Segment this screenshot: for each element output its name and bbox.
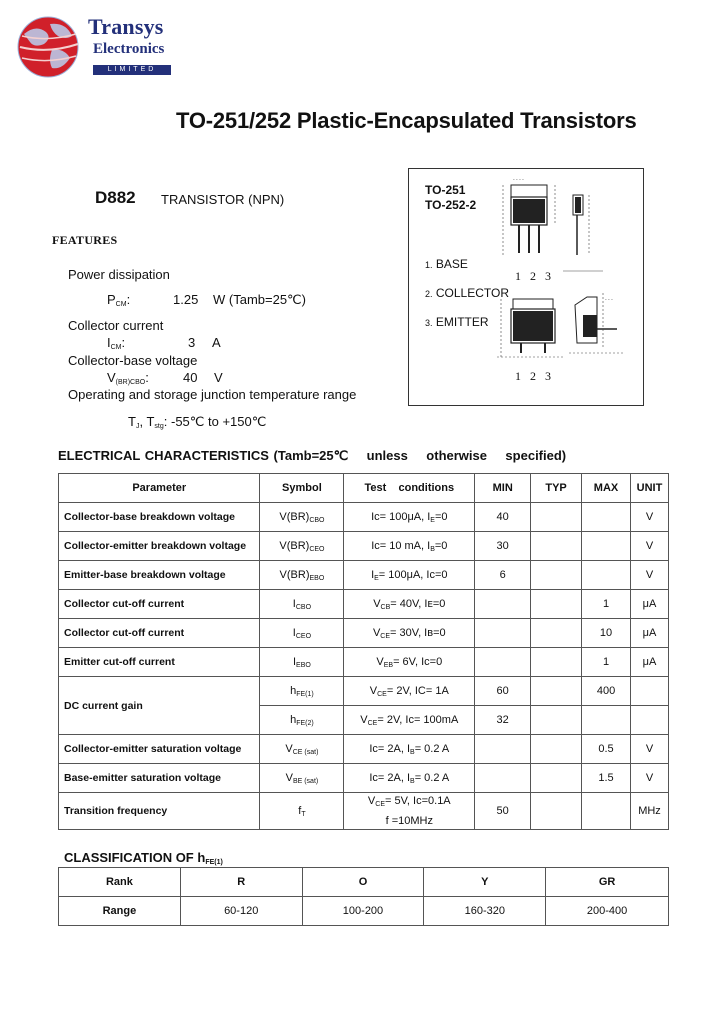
header-symbol: Symbol bbox=[260, 474, 344, 503]
rank-cell: Y bbox=[424, 868, 546, 897]
collector-current-label: Collector current bbox=[68, 318, 164, 333]
unit-cell: μA bbox=[630, 590, 668, 619]
max-cell bbox=[582, 706, 631, 735]
symbol-cell: hFE(1) bbox=[260, 677, 344, 706]
symbol-cell: V(BR)EBO bbox=[260, 561, 344, 590]
header-max: MAX bbox=[582, 474, 631, 503]
svg-text:- - - -: - - - - bbox=[513, 177, 524, 183]
vcbo-value: 40 bbox=[183, 370, 198, 385]
range-cell: 100-200 bbox=[302, 897, 424, 926]
typ-cell bbox=[531, 532, 582, 561]
typ-cell bbox=[531, 677, 582, 706]
pcm-symbol: $P_{CM}$: bbox=[107, 292, 131, 308]
icm-symbol: $I_{CM}$: bbox=[107, 335, 126, 351]
globe-logo-icon bbox=[16, 14, 84, 80]
max-cell: 10 bbox=[582, 619, 631, 648]
typ-cell bbox=[531, 764, 582, 793]
symbol-cell: ICEO bbox=[260, 619, 344, 648]
unit-cell bbox=[630, 706, 668, 735]
condition-cell: Ic= 100μA, IE=0 bbox=[344, 503, 475, 532]
table-row bbox=[59, 532, 669, 561]
min-cell bbox=[475, 735, 531, 764]
typ-cell bbox=[531, 735, 582, 764]
rank-cell: O bbox=[302, 868, 424, 897]
header-min: MIN bbox=[475, 474, 531, 503]
condition-cell: Ic= 10 mA, IB=0 bbox=[344, 532, 475, 561]
header-unit: UNIT bbox=[630, 474, 668, 503]
brand-subtitle: Electronics bbox=[93, 41, 165, 57]
symbol-cell: ICBO bbox=[260, 590, 344, 619]
param-cell: Collector-base breakdown voltage bbox=[59, 503, 260, 532]
table-row bbox=[59, 503, 669, 532]
param-cell: Emitter-base breakdown voltage bbox=[59, 561, 260, 590]
typ-cell bbox=[531, 561, 582, 590]
condition-cell: Ic= 2A, IB= 0.2 A bbox=[344, 764, 475, 793]
max-cell: 400 bbox=[582, 677, 631, 706]
min-cell bbox=[475, 619, 531, 648]
max-cell: 1.5 bbox=[582, 764, 631, 793]
min-cell bbox=[475, 590, 531, 619]
max-cell: 0.5 bbox=[582, 735, 631, 764]
table-row-dc-gain-1 bbox=[59, 677, 669, 706]
rank-cell: R bbox=[180, 868, 302, 897]
company-logo bbox=[16, 14, 176, 80]
unit-cell: V bbox=[630, 735, 668, 764]
param-cell: Emitter cut-off current bbox=[59, 648, 260, 677]
param-cell: Transition frequency bbox=[59, 793, 260, 830]
range-label-cell: Range bbox=[59, 897, 181, 926]
symbol-cell: V(BR)CBO bbox=[260, 503, 344, 532]
pin1-label: 1. BASE bbox=[425, 257, 468, 271]
icm-value: 3 bbox=[188, 335, 196, 350]
power-dissipation-label: Power dissipation bbox=[68, 267, 170, 282]
range-cell: 60-120 bbox=[180, 897, 302, 926]
brand-limited: LIMITED bbox=[93, 65, 171, 75]
param-cell-dc-gain: DC current gain bbox=[59, 677, 260, 735]
min-cell: 32 bbox=[475, 706, 531, 735]
vcbo-symbol: $V_{(BR)CBO}$: bbox=[107, 370, 149, 386]
table-row bbox=[59, 561, 669, 590]
typ-cell bbox=[531, 706, 582, 735]
unit-cell: μA bbox=[630, 619, 668, 648]
unit-cell: V bbox=[630, 532, 668, 561]
condition-cell: VCE= 30V, Iʙ=0 bbox=[344, 619, 475, 648]
typ-cell bbox=[531, 793, 582, 830]
condition-cell: VCE= 2V, IC= 1A bbox=[344, 677, 475, 706]
package-to252: TO-252-2 bbox=[425, 198, 477, 212]
icm-unit: A bbox=[212, 335, 221, 350]
rank-label-cell: Rank bbox=[59, 868, 181, 897]
table-header-row bbox=[59, 474, 669, 503]
range-cell: 160-320 bbox=[424, 897, 546, 926]
condition-cell: VEB= 6V, Ic=0 bbox=[344, 648, 475, 677]
min-cell: 50 bbox=[475, 793, 531, 830]
unit-cell bbox=[630, 677, 668, 706]
features-heading: FEATURES bbox=[52, 233, 118, 247]
max-cell: 1 bbox=[582, 590, 631, 619]
min-cell: 6 bbox=[475, 561, 531, 590]
vcbo-unit: V bbox=[214, 370, 223, 385]
typ-cell bbox=[531, 619, 582, 648]
symbol-cell: hFE(2) bbox=[260, 706, 344, 735]
condition-cell: VCE= 5V, Ic=0.1A f =10MHz bbox=[344, 793, 475, 830]
max-cell bbox=[582, 793, 631, 830]
pin2-label: 2. COLLECTOR bbox=[425, 286, 509, 300]
header-parameter: Parameter bbox=[59, 474, 260, 503]
document-title: TO-251/252 Plastic-Encapsulated Transistors bbox=[176, 108, 637, 133]
package-to251: TO-251 bbox=[425, 183, 466, 197]
classification-table bbox=[58, 867, 669, 926]
condition-cell: Ic= 2A, IB= 0.2 A bbox=[344, 735, 475, 764]
unit-cell: V bbox=[630, 503, 668, 532]
classification-rank-row bbox=[59, 868, 669, 897]
electrical-characteristics-table bbox=[58, 473, 669, 830]
brand-name: Transys bbox=[88, 14, 164, 39]
condition-cell: VCB= 40V, Iᴇ=0 bbox=[344, 590, 475, 619]
table-row bbox=[59, 648, 669, 677]
temp-symbols: $T_J$, $T_{stg}$: -55℃ to +150℃ bbox=[128, 414, 267, 430]
collector-base-voltage-label: Collector-base voltage bbox=[68, 353, 198, 368]
min-cell: 30 bbox=[475, 532, 531, 561]
pcm-unit: W (Tamb=25℃) bbox=[213, 292, 306, 307]
max-cell: 1 bbox=[582, 648, 631, 677]
classification-heading: CLASSIFICATION OF hFE(1) bbox=[64, 850, 223, 866]
pin-numbers-bottom: 1 2 3 bbox=[515, 369, 554, 383]
typ-cell bbox=[531, 648, 582, 677]
table-row bbox=[59, 793, 669, 830]
condition-cell: VCE= 2V, Iᴄ= 100mA bbox=[344, 706, 475, 735]
param-cell: Collector cut-off current bbox=[59, 619, 260, 648]
unit-cell: V bbox=[630, 764, 668, 793]
part-type: TRANSISTOR (NPN) bbox=[161, 192, 285, 207]
symbol-cell: VCE (sat) bbox=[260, 735, 344, 764]
unit-cell: MHz bbox=[630, 793, 668, 830]
header-test-conditions: Test conditions bbox=[344, 474, 475, 503]
typ-cell bbox=[531, 503, 582, 532]
table-row bbox=[59, 735, 669, 764]
electrical-characteristics-heading: ELECTRICAL CHARACTERISTICS (Tamb=25℃ unless otherwise specified) bbox=[58, 448, 567, 463]
min-cell bbox=[475, 648, 531, 677]
to251-outline-drawing bbox=[493, 175, 613, 275]
range-cell: 200-400 bbox=[546, 897, 669, 926]
classification-range-row bbox=[59, 897, 669, 926]
condition-cell: IE= 100μA, Ic=0 bbox=[344, 561, 475, 590]
param-cell: Collector-emitter saturation voltage bbox=[59, 735, 260, 764]
svg-text:- - -: - - - bbox=[605, 297, 613, 303]
package-diagram-box bbox=[408, 168, 644, 406]
table-row bbox=[59, 764, 669, 793]
rank-cell: GR bbox=[546, 868, 669, 897]
symbol-cell: VBE (sat) bbox=[260, 764, 344, 793]
to252-outline-drawing bbox=[493, 289, 629, 369]
typ-cell bbox=[531, 590, 582, 619]
pin-numbers-top: 1 2 3 bbox=[515, 269, 554, 283]
param-cell: Base-emitter saturation voltage bbox=[59, 764, 260, 793]
pin3-label: 3. EMITTER bbox=[425, 315, 489, 329]
symbol-cell: fT bbox=[260, 793, 344, 830]
min-cell: 40 bbox=[475, 503, 531, 532]
param-cell: Collector cut-off current bbox=[59, 590, 260, 619]
header-typ: TYP bbox=[531, 474, 582, 503]
part-number: D882 bbox=[95, 188, 136, 207]
symbol-cell: IEBO bbox=[260, 648, 344, 677]
min-cell: 60 bbox=[475, 677, 531, 706]
symbol-cell: V(BR)CEO bbox=[260, 532, 344, 561]
table-row bbox=[59, 590, 669, 619]
pcm-value: 1.25 bbox=[173, 292, 199, 307]
unit-cell: μA bbox=[630, 648, 668, 677]
max-cell bbox=[582, 532, 631, 561]
unit-cell: V bbox=[630, 561, 668, 590]
max-cell bbox=[582, 561, 631, 590]
max-cell bbox=[582, 503, 631, 532]
temp-range-label: Operating and storage junction temperature range bbox=[68, 387, 357, 402]
param-cell: Collector-emitter breakdown voltage bbox=[59, 532, 260, 561]
min-cell bbox=[475, 764, 531, 793]
table-row bbox=[59, 619, 669, 648]
